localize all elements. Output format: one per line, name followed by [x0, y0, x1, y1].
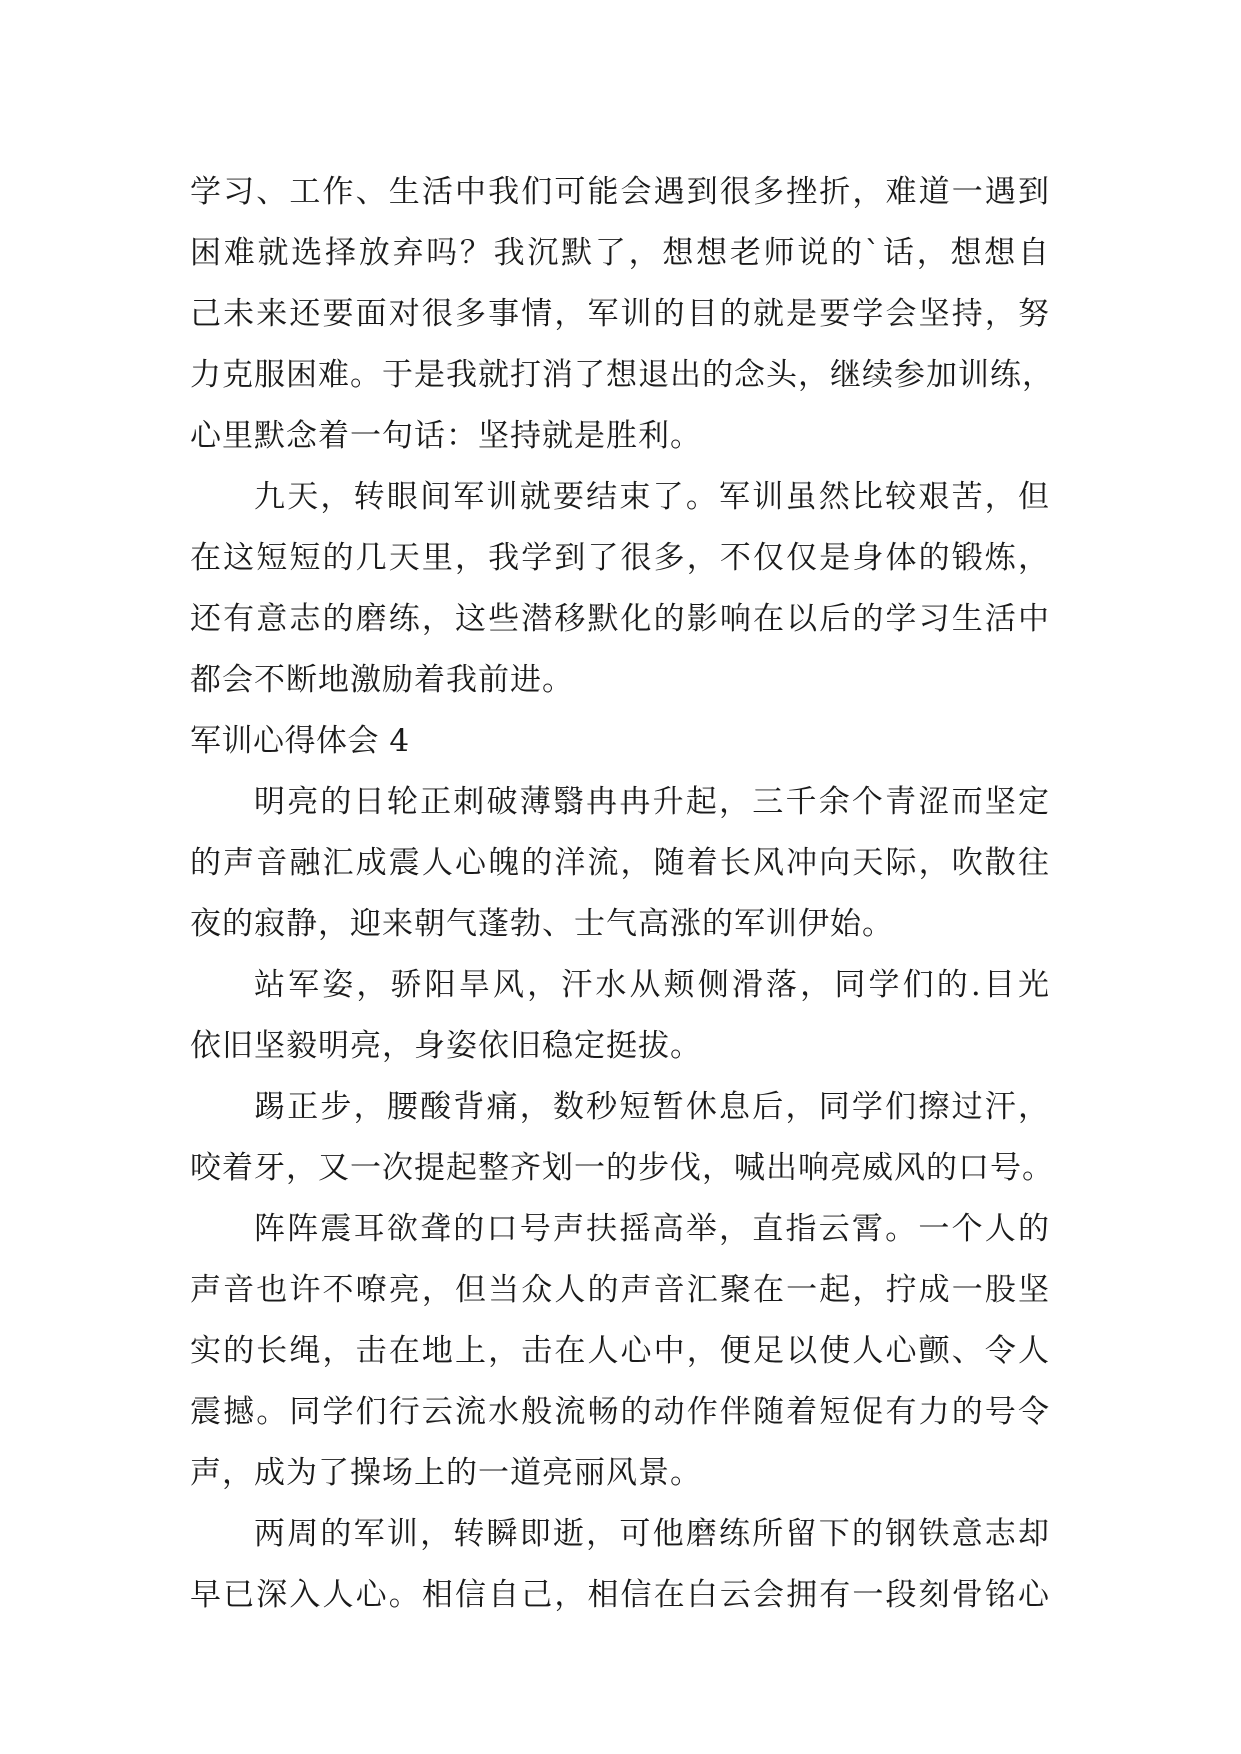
text-line: 依旧坚毅明亮，身姿依旧稳定挺拔。 — [190, 1028, 702, 1064]
text-line: 力克服困难。于是我就打消了想退出的念头，继续参加训练， — [190, 357, 1054, 393]
text-line: 咬着牙，又一次提起整齐划一的步伐，喊出响亮威风的口号。 — [190, 1150, 1054, 1186]
text-line: 困难就选择放弃吗？我沉默了，想想老师说的`话，想想自 — [190, 235, 1050, 271]
text-line: 在这短短的几天里，我学到了很多，不仅仅是身体的锻炼， — [190, 540, 1050, 576]
text-line: 明亮的日轮正刺破薄翳冉冉升起，三千余个青涩而坚定 — [254, 784, 1050, 820]
text-line: 实的长绳，击在地上，击在人心中，便足以使人心颤、令人 — [190, 1333, 1050, 1369]
text-line: 夜的寂静，迎来朝气蓬勃、士气高涨的军训伊始。 — [190, 906, 894, 942]
text-line: 都会不断地激励着我前进。 — [190, 662, 574, 698]
text-line: 震撼。同学们行云流水般流畅的动作伴随着短促有力的号令 — [190, 1394, 1050, 1430]
text-line: 心里默念着一句话：坚持就是胜利。 — [190, 418, 702, 454]
text-line: 己未来还要面对很多事情，军训的目的就是要学会坚持，努 — [190, 296, 1050, 332]
text-line: 早已深入人心。相信自己，相信在白云会拥有一段刻骨铭心 — [190, 1577, 1050, 1613]
text-line: 阵阵震耳欲聋的口号声扶摇高举，直指云霄。一个人的 — [254, 1211, 1050, 1247]
text-line: 两周的军训，转瞬即逝，可他磨练所留下的钢铁意志却 — [254, 1516, 1050, 1552]
text-line: 的声音融汇成震人心魄的洋流，随着长风冲向天际，吹散往 — [190, 845, 1050, 881]
text-line: 站军姿，骄阳旱风，汗水从颊侧滑落，同学们的.目光 — [254, 967, 1050, 1003]
text-line: 九天，转眼间军训就要结束了。军训虽然比较艰苦，但 — [254, 479, 1050, 515]
text-line: 声音也许不嘹亮，但当众人的声音汇聚在一起，拧成一股坚 — [190, 1272, 1050, 1308]
text-line: 学习、工作、生活中我们可能会遇到很多挫折，难道一遇到 — [190, 174, 1050, 210]
document-body — [190, 162, 1054, 1626]
text-line: 声，成为了操场上的一道亮丽风景。 — [190, 1455, 702, 1491]
text-line: 踢正步，腰酸背痛，数秒短暂休息后，同学们擦过汗， — [254, 1089, 1050, 1125]
text-line: 还有意志的磨练，这些潜移默化的影响在以后的学习生活中 — [190, 601, 1050, 637]
section-heading: 军训心得体会 4 — [190, 723, 410, 759]
